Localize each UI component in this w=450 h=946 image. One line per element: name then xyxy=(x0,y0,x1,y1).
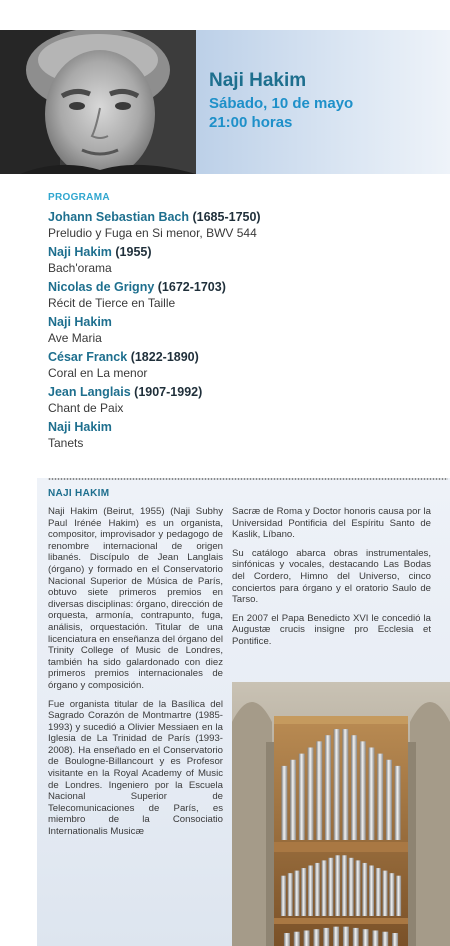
programa-item xyxy=(48,279,428,311)
organ-pipe xyxy=(349,858,354,916)
title-panel xyxy=(196,30,450,174)
organ-pipe xyxy=(328,858,333,916)
composer-name: Nicolas de Grigny xyxy=(48,280,155,294)
organ-pipe xyxy=(353,928,359,946)
organ-pipe xyxy=(369,865,374,916)
organ-pipe xyxy=(304,930,310,946)
composer-years: (1822-1890) xyxy=(127,350,199,364)
composer-name: César Franck xyxy=(48,350,128,364)
composer-name: Naji Hakim xyxy=(48,245,112,259)
work-title: Tanets xyxy=(48,436,84,450)
composer xyxy=(48,209,428,226)
organ-pipe xyxy=(288,873,293,916)
organ-pipe xyxy=(342,855,347,916)
composer xyxy=(48,419,428,436)
work-title: Preludio y Fuga en Si menor, BWV 544 xyxy=(48,226,257,240)
dotted-divider xyxy=(48,478,448,480)
organ-pipe xyxy=(308,865,313,916)
organ-pipe xyxy=(334,729,340,840)
organ-pipe xyxy=(315,863,320,916)
organ-pipe xyxy=(342,729,348,840)
organ-pipe xyxy=(382,932,388,946)
organ-pipe xyxy=(335,855,340,916)
organ-pipe xyxy=(369,747,375,840)
organ-pipe xyxy=(395,766,401,840)
organ-pipe xyxy=(301,868,306,916)
organ-pipe xyxy=(308,747,314,840)
programa-heading: PROGRAMA xyxy=(48,192,110,203)
work-title: Bach'orama xyxy=(48,261,112,275)
organ-pipe xyxy=(363,929,369,946)
bio-column-left xyxy=(48,506,223,845)
bio-column-right xyxy=(232,506,431,655)
organ-pipe xyxy=(377,754,383,840)
programa-item xyxy=(48,349,428,381)
programa-item xyxy=(48,244,428,276)
organ-pipe xyxy=(299,754,305,840)
work-title: Coral en La menor xyxy=(48,366,148,380)
composer-years: (1955) xyxy=(111,245,152,259)
bio-paragraph: En 2007 el Papa Benedicto XVI le concedió la Augustæ crucis insigne pro Ecclesia et Pontifice. xyxy=(232,612,431,647)
work-title: Chant de Paix xyxy=(48,401,124,415)
organ-pipe xyxy=(284,933,290,946)
organ-pipe xyxy=(333,927,339,946)
programa-item xyxy=(48,314,428,346)
bio-paragraph: Su catálogo abarca obras instrumentales, sinfónicas y vocales, destacando Las Bodas del Cordero, Himno del Universo, cinco conciertos para órgano y el oratorio Saulo de Tarso. xyxy=(232,547,431,606)
organ-pipe xyxy=(294,932,300,946)
composer-years: (1907-1992) xyxy=(130,385,203,399)
organ-pipe xyxy=(355,860,360,916)
composer-years: (1685-1750) xyxy=(189,210,261,224)
organ-pipe xyxy=(343,927,349,946)
bio-paragraph: Sacræ de Roma y Doctor honoris causa por la Universidad Pontificia del Espíritu Santo de Kaslik, Líbano. xyxy=(232,506,431,541)
organ-pipe xyxy=(351,735,357,840)
composer-name: Johann Sebastian Bach xyxy=(48,210,190,224)
header xyxy=(0,30,450,174)
performer-name: Naji Hakim xyxy=(209,70,307,91)
organ-pipe xyxy=(281,766,287,840)
organ-pipe xyxy=(372,930,378,946)
composer xyxy=(48,244,428,261)
organ-pipe xyxy=(362,863,367,916)
organ-pipe xyxy=(376,868,381,916)
organ-photo xyxy=(232,682,450,946)
organ-pipe xyxy=(316,741,322,840)
organ-pipe xyxy=(323,928,329,946)
bio-heading: NAJI HAKIM xyxy=(48,488,110,499)
organ-pipe xyxy=(294,871,299,916)
composer xyxy=(48,279,428,296)
organ-pipe xyxy=(392,933,398,946)
bio-paragraph: Fue organista titular de la Basílica del Sagrado Corazón de Montmartre (1985-1993) y sucedió a Olivier Messiaen en la Iglesia de La Trinidad de París (1993-2008). Ha enseñado en el Conservatorio de Boulogne-Billancourt y es Profesor visitante en la Royal Academy of Music de Londres. Ingeniero por la Escuela Nacional Superior de Telecomunicaciones de París, es miembro de la Consociatio Internationalis Musicæ xyxy=(48,698,223,838)
programa-item xyxy=(48,419,428,451)
organ-pipe xyxy=(389,873,394,916)
bio-paragraph: Naji Hakim (Beirut, 1955) (Naji Subhy Paul Irénée Hakim) es un organista, compositor, improvisador y pedagogo de renombre internacional de origen libanés. Discípulo de Jean Langlais (órgano) y formado en el Conservatorio Nacional Superior de Música de París, obtuvo siete primeros premios en diversas disciplinas: órgano, dirección de orquesta, armonía, contrapunto, fuga, análisis, orquestación. Titular de una licenciatura en enseñanza del órgano del Trinity College of Music de Londres, también ha sido galardonado con diez primeros premios internacionales de órgano y composición. xyxy=(48,506,223,691)
composer xyxy=(48,349,428,366)
composer xyxy=(48,384,428,401)
programa-item xyxy=(48,384,428,416)
organ-pipe xyxy=(360,741,366,840)
composer-name: Jean Langlais xyxy=(48,385,131,399)
programa-item xyxy=(48,209,428,241)
concert-date: Sábado, 10 de mayo xyxy=(209,95,354,112)
organ-pipe xyxy=(396,876,401,916)
composer-name: Naji Hakim xyxy=(48,315,112,329)
work-title: Ave Maria xyxy=(48,331,102,345)
organ-pipe xyxy=(383,871,388,916)
work-title: Récit de Tierce en Taille xyxy=(48,296,176,310)
programa-list xyxy=(48,209,428,454)
performer-photo xyxy=(0,30,196,174)
composer-name: Naji Hakim xyxy=(48,420,112,434)
organ-pipe xyxy=(325,735,331,840)
organ-pipe xyxy=(313,929,319,946)
organ-pipe xyxy=(386,760,392,840)
organ-pipe xyxy=(281,876,286,916)
organ-pipe xyxy=(322,860,327,916)
concert-time: 21:00 horas xyxy=(209,114,293,131)
organ-pipe xyxy=(290,760,296,840)
composer xyxy=(48,314,428,331)
composer-years: (1672-1703) xyxy=(154,280,226,294)
